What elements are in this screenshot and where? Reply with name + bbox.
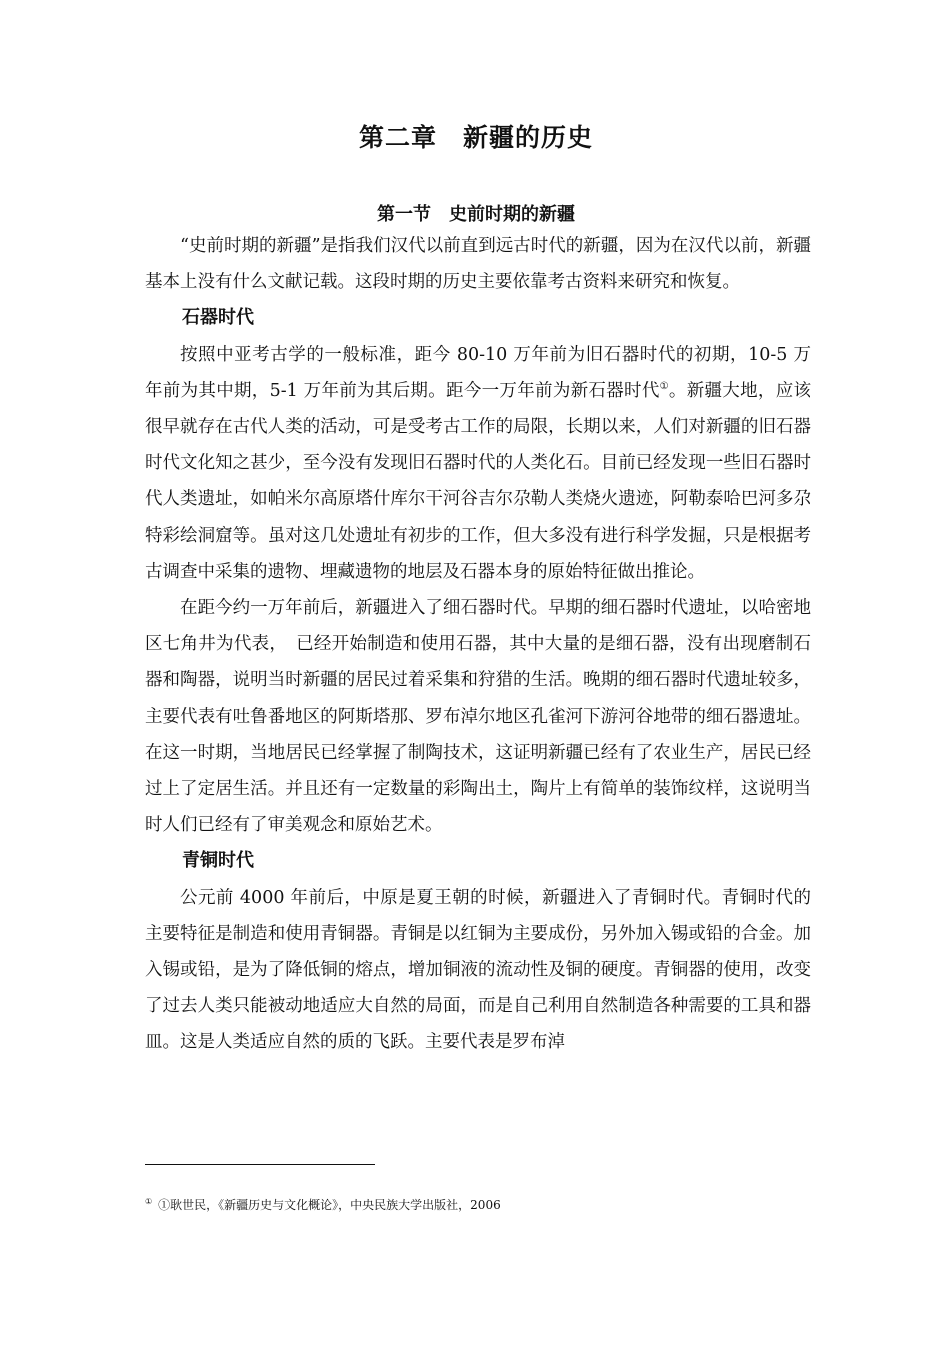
stone-age-paragraph-2: 在距今约一万年前后，新疆进入了细石器时代。早期的细石器时代遗址，以哈密地区七角井为代表， 已经开始制造和使用石器，其中大量的是细石器，没有出现磨制石器和陶器，说明当时新疆的居民过着采集和狩猎的生活。晚期的细石器时代遗址较多，主要代表有吐鲁番地区的阿斯塔那、罗布淖尔地区孔雀河下游河谷地带的细石器遗址。在这一时期，当地居民已经掌握了制陶技术，这证明新疆已经有了农业生产，居民已经过上了定居生活。并且还有一定数量的彩陶出土，陶片上有简单的装饰纹样，这说明当时人们已经有了审美观念和原始艺术。 bbox=[145, 598, 811, 836]
body-text bbox=[145, 228, 811, 1061]
stone-age-heading: 石器时代 bbox=[182, 307, 254, 329]
footnote-marker: ① bbox=[145, 1197, 153, 1206]
intro-paragraph: “史前时期的新疆”是指我们汉代以前直到远古时代的新疆，因为在汉代以前，新疆基本上没有什么文献记载。这段时期的历史主要依靠考古资料来研究和恢复。 bbox=[145, 236, 811, 293]
bronze-age-heading: 青铜时代 bbox=[182, 850, 254, 872]
footnote-text: ①耿世民，《新疆历史与文化概论》，中央民族大学出版社，2006 bbox=[158, 1198, 501, 1212]
stone-age-p1-text-a: 按照中亚考古学的一般标准，距今 80-10 万年前为旧石器时代的初期，10-5 万年前为其中期，5-1 万年前为其后期。距今一万年前为新石器时代 bbox=[145, 344, 811, 401]
footnote-reference[interactable]: ① bbox=[659, 380, 669, 392]
stone-age-paragraph-1 bbox=[145, 337, 811, 590]
footnote bbox=[145, 1193, 845, 1214]
bronze-age-paragraph-1: 公元前 4000 年前后，中原是夏王朝的时候，新疆进入了青铜时代。青铜时代的主要特征是制造和使用青铜器。青铜是以红铜为主要成份，另外加入锡或铅的合金。加入锡或铅，是为了降低铜的熔点，增加铜液的流动性及铜的硬度。青铜器的使用，改变了过去人类只能被动地适应大自然的局面，而是自己利用自然制造各种需要的工具和器皿。这是人类适应自然的质的飞跃。主要代表是罗布淖 bbox=[145, 887, 811, 1053]
section-title: 第一节 史前时期的新疆 bbox=[377, 204, 575, 225]
footnote-divider bbox=[145, 1164, 375, 1165]
chapter-title: 第二章 新疆的历史 bbox=[358, 123, 593, 152]
stone-age-p1-text-b: 。新疆大地，应该很早就存在古代人类的活动，可是受考古工作的局限，长期以来，人们对新疆的旧石器时代文化知之甚少，至今没有发现旧石器时代的人类化石。目前已经发现一些旧石器时代人类遗址，如帕米尔高原塔什库尔干河谷吉尔尕勒人类烧火遗迹，阿勒泰哈巴河多尕特彩绘洞窟等。虽对这几处遗址有初步的工作，但大多没有进行科学发掘，只是根据考古调查中采集的遗物、埋藏遗物的地层及石器本身的原始特征做出推论。 bbox=[145, 380, 812, 582]
